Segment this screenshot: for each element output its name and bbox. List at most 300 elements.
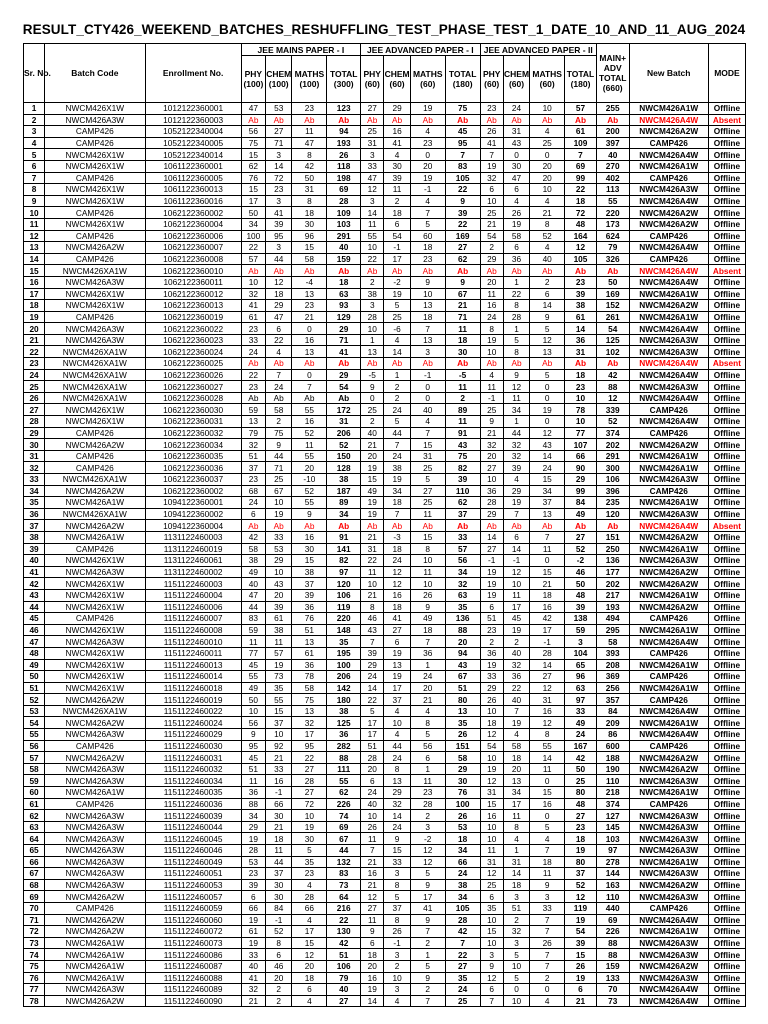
cell-adv1-phy: 10: [361, 578, 384, 590]
cell-adv1-phy: 28: [361, 752, 384, 764]
cell-sr-no: 8: [24, 184, 45, 196]
table-row: [24, 937, 746, 949]
cell-adv2-phy: 19: [480, 160, 503, 172]
cell-adv2-maths: 11: [530, 543, 565, 555]
cell-mode: Offline: [708, 833, 745, 845]
cell-mains-chem: 16: [266, 775, 292, 787]
cell-adv2-total: 138: [565, 613, 597, 625]
cell-adv1-total: 67: [445, 288, 480, 300]
cell-adv1-maths: 25: [410, 497, 445, 509]
cell-adv1-phy: 20: [361, 763, 384, 775]
cell-grand-total: 127: [596, 810, 629, 822]
cell-mains-phy: 50: [241, 694, 265, 706]
cell-batch-code: NWCM426A2W: [45, 694, 145, 706]
cell-mains-maths: 35: [292, 856, 327, 868]
table-row: [24, 833, 746, 845]
cell-adv1-phy: 51: [361, 740, 384, 752]
cell-batch-code: NWCM426A1W: [45, 960, 145, 972]
cell-mains-chem: 10: [266, 729, 292, 741]
cell-mains-phy: 34: [241, 810, 265, 822]
cell-mode: Offline: [708, 450, 745, 462]
cell-adv2-maths: 55: [530, 740, 565, 752]
cell-sr-no: 63: [24, 821, 45, 833]
cell-adv1-chem: 17: [384, 682, 410, 694]
cell-grand-total: 84: [596, 705, 629, 717]
cell-adv1-total: 29: [445, 763, 480, 775]
cell-adv1-phy: 39: [361, 647, 384, 659]
cell-mode: Offline: [708, 103, 745, 115]
cell-adv2-phy: 18: [480, 717, 503, 729]
header-adv2-total: TOTAL (180): [565, 56, 597, 103]
cell-adv1-chem: 1: [384, 369, 410, 381]
cell-mains-total: 73: [327, 879, 361, 891]
cell-new-batch: NWCM426A4W: [629, 323, 708, 335]
cell-sr-no: 68: [24, 879, 45, 891]
cell-adv2-maths: 0: [530, 381, 565, 393]
cell-batch-code: NWCM426XA1W: [45, 346, 145, 358]
cell-adv1-total: 18: [445, 833, 480, 845]
cell-adv1-maths: 7: [410, 995, 445, 1007]
cell-adv2-chem: 5: [503, 949, 529, 961]
cell-adv1-total: 22: [445, 184, 480, 196]
cell-adv1-phy: 43: [361, 624, 384, 636]
cell-mains-phy: 23: [241, 323, 265, 335]
cell-batch-code: NWCM426A2W: [45, 914, 145, 926]
cell-adv2-total: 105: [565, 253, 597, 265]
cell-adv2-phy: 11: [480, 288, 503, 300]
cell-new-batch: NWCM426A1W: [629, 682, 708, 694]
cell-mains-chem: 55: [266, 694, 292, 706]
cell-mains-chem: 92: [266, 740, 292, 752]
cell-mains-chem: 9: [266, 439, 292, 451]
cell-adv2-total: 25: [565, 775, 597, 787]
cell-adv2-total: 15: [565, 949, 597, 961]
cell-adv1-maths: 11: [410, 566, 445, 578]
cell-adv2-maths: 11: [530, 868, 565, 880]
cell-mains-phy: 55: [241, 671, 265, 683]
cell-mains-maths: 8: [292, 149, 327, 161]
cell-mains-total: 106: [327, 960, 361, 972]
cell-adv2-total: 24: [565, 729, 597, 741]
cell-sr-no: 27: [24, 404, 45, 416]
cell-adv1-chem: 10: [384, 717, 410, 729]
cell-new-batch: NWCM426A2W: [629, 879, 708, 891]
cell-adv1-phy: 10: [361, 323, 384, 335]
cell-new-batch: NWCM426A2W: [629, 752, 708, 764]
cell-batch-code: CAMP426: [45, 230, 145, 242]
cell-adv2-total: 90: [565, 462, 597, 474]
cell-adv1-maths: 1: [410, 949, 445, 961]
cell-adv2-total: 39: [565, 601, 597, 613]
cell-batch-code: NWCM426X1W: [45, 416, 145, 428]
cell-sr-no: 39: [24, 543, 45, 555]
table-row: [24, 821, 746, 833]
cell-mains-maths: 27: [292, 763, 327, 775]
cell-adv2-chem: 6: [503, 242, 529, 254]
cell-adv1-chem: -1: [384, 242, 410, 254]
cell-adv2-total: 18: [565, 833, 597, 845]
cell-adv2-chem: 43: [503, 137, 529, 149]
cell-mains-maths: 17: [292, 729, 327, 741]
cell-mains-phy: 22: [241, 369, 265, 381]
cell-adv1-maths: 6: [410, 752, 445, 764]
cell-mode: Offline: [708, 960, 745, 972]
cell-new-batch: NWCM426A4W: [629, 416, 708, 428]
cell-grand-total: 209: [596, 717, 629, 729]
cell-batch-code: CAMP426: [45, 253, 145, 265]
cell-adv1-phy: 11: [361, 566, 384, 578]
cell-adv1-chem: 32: [384, 798, 410, 810]
cell-grand-total: 97: [596, 845, 629, 857]
cell-batch-code: NWCM426XA1W: [45, 392, 145, 404]
cell-adv1-phy: 19: [361, 984, 384, 996]
cell-adv2-total: 80: [565, 856, 597, 868]
cell-mode: Offline: [708, 775, 745, 787]
cell-enrollment-no: 1151122460057: [145, 891, 241, 903]
cell-new-batch: NWCM426A3W: [629, 845, 708, 857]
cell-new-batch: CAMP426: [629, 613, 708, 625]
header-adv1-chem: CHEM (60): [384, 56, 410, 103]
cell-new-batch: NWCM426A4W: [629, 149, 708, 161]
cell-grand-total: Ab: [596, 520, 629, 532]
cell-adv2-maths: 28: [530, 647, 565, 659]
cell-adv2-phy: 19: [480, 659, 503, 671]
cell-mains-maths: 10: [292, 810, 327, 822]
cell-mains-maths: 30: [292, 218, 327, 230]
cell-mains-chem: 23: [266, 184, 292, 196]
cell-mains-maths: 4: [292, 914, 327, 926]
cell-grand-total: 369: [596, 671, 629, 683]
cell-mains-chem: Ab: [266, 114, 292, 126]
cell-new-batch: NWCM426A3W: [629, 891, 708, 903]
cell-adv1-phy: 31: [361, 543, 384, 555]
cell-adv2-chem: 1: [503, 845, 529, 857]
cell-adv2-chem: 36: [503, 253, 529, 265]
cell-adv2-maths: 40: [530, 253, 565, 265]
cell-mains-maths: 50: [292, 172, 327, 184]
cell-new-batch: CAMP426: [629, 253, 708, 265]
cell-adv2-chem: 4: [503, 474, 529, 486]
header-sr: Sr. No.: [24, 44, 45, 103]
cell-sr-no: 24: [24, 369, 45, 381]
cell-new-batch: NWCM426A1W: [629, 497, 708, 509]
cell-adv1-chem: 18: [384, 497, 410, 509]
cell-batch-code: NWCM426A2W: [45, 717, 145, 729]
cell-new-batch: NWCM426A4W: [629, 276, 708, 288]
cell-adv2-total: 164: [565, 230, 597, 242]
table-row: [24, 914, 746, 926]
cell-adv1-chem: 19: [384, 647, 410, 659]
cell-mains-phy: 19: [241, 833, 265, 845]
cell-mains-total: 74: [327, 810, 361, 822]
cell-adv2-phy: 32: [480, 172, 503, 184]
cell-adv1-chem: 8: [384, 914, 410, 926]
cell-grand-total: 218: [596, 787, 629, 799]
table-row: [24, 346, 746, 358]
cell-new-batch: NWCM426A1W: [629, 717, 708, 729]
cell-batch-code: NWCM426A3W: [45, 276, 145, 288]
cell-adv2-total: 48: [565, 589, 597, 601]
cell-mains-total: 69: [327, 821, 361, 833]
cell-mains-total: 54: [327, 381, 361, 393]
cell-adv1-chem: 24: [384, 404, 410, 416]
cell-mode: Offline: [708, 740, 745, 752]
cell-adv1-chem: 7: [384, 439, 410, 451]
cell-new-batch: NWCM426A1W: [629, 787, 708, 799]
page-title: RESULT_CTY426_WEEKEND_BATCHES_RESHUFFLING_TEST_PHASE_TEST_1_DATE_10_AND_11_AUG_2024: [22, 22, 746, 37]
cell-new-batch: CAMP426: [629, 902, 708, 914]
cell-adv1-phy: 9: [361, 381, 384, 393]
cell-adv2-phy: 54: [480, 740, 503, 752]
cell-adv1-total: 105: [445, 902, 480, 914]
cell-grand-total: Ab: [596, 358, 629, 370]
cell-adv1-chem: 26: [384, 926, 410, 938]
cell-mains-chem: 18: [266, 288, 292, 300]
cell-sr-no: 62: [24, 810, 45, 822]
cell-grand-total: 374: [596, 427, 629, 439]
cell-adv2-chem: 40: [503, 694, 529, 706]
cell-adv1-chem: 24: [384, 821, 410, 833]
cell-adv2-phy: 2: [480, 242, 503, 254]
cell-sr-no: 22: [24, 346, 45, 358]
cell-adv1-total: 38: [445, 879, 480, 891]
cell-batch-code: NWCM426A1W: [45, 787, 145, 799]
cell-mains-chem: 33: [266, 531, 292, 543]
cell-grand-total: 79: [596, 242, 629, 254]
cell-adv2-phy: 10: [480, 821, 503, 833]
cell-adv2-chem: 31: [503, 126, 529, 138]
cell-new-batch: NWCM426A4W: [629, 636, 708, 648]
cell-adv1-phy: 22: [361, 253, 384, 265]
cell-sr-no: 67: [24, 868, 45, 880]
cell-adv1-total: 28: [445, 914, 480, 926]
cell-adv1-total: 89: [445, 404, 480, 416]
cell-mains-chem: 44: [266, 856, 292, 868]
cell-mains-phy: 53: [241, 856, 265, 868]
cell-mains-chem: 52: [266, 926, 292, 938]
cell-adv1-phy: 16: [361, 868, 384, 880]
cell-mains-total: 22: [327, 914, 361, 926]
cell-sr-no: 42: [24, 578, 45, 590]
cell-mains-phy: 44: [241, 601, 265, 613]
cell-enrollment-no: 1151122460029: [145, 729, 241, 741]
cell-mode: Offline: [708, 346, 745, 358]
cell-mains-maths: 55: [292, 450, 327, 462]
cell-mains-total: 118: [327, 160, 361, 172]
cell-adv1-maths: 9: [410, 879, 445, 891]
cell-adv2-chem: 47: [503, 172, 529, 184]
cell-grand-total: 52: [596, 416, 629, 428]
cell-batch-code: NWCM426X1W: [45, 671, 145, 683]
cell-adv1-maths: 0: [410, 149, 445, 161]
cell-adv2-total: 18: [565, 369, 597, 381]
cell-mains-total: 123: [327, 103, 361, 115]
cell-grand-total: 88: [596, 381, 629, 393]
cell-adv1-total: 35: [445, 601, 480, 613]
cell-mains-phy: 32: [241, 984, 265, 996]
cell-mains-maths: Ab: [292, 520, 327, 532]
table-row: [24, 845, 746, 857]
cell-sr-no: 13: [24, 242, 45, 254]
cell-adv1-phy: 22: [361, 555, 384, 567]
cell-mains-total: Ab: [327, 358, 361, 370]
cell-new-batch: NWCM426A1W: [629, 103, 708, 115]
cell-mode: Offline: [708, 845, 745, 857]
cell-mains-chem: 61: [266, 613, 292, 625]
cell-mains-maths: 38: [292, 566, 327, 578]
cell-adv1-chem: 33: [384, 856, 410, 868]
cell-adv2-phy: 10: [480, 914, 503, 926]
cell-mains-phy: 29: [241, 821, 265, 833]
cell-adv2-chem: 34: [503, 787, 529, 799]
cell-enrollment-no: 1151122460022: [145, 705, 241, 717]
cell-adv2-maths: 4: [530, 995, 565, 1007]
cell-adv1-phy: 11: [361, 914, 384, 926]
cell-adv2-total: 48: [565, 218, 597, 230]
table-row: [24, 416, 746, 428]
cell-mains-phy: 68: [241, 485, 265, 497]
cell-new-batch: NWCM426A3W: [629, 821, 708, 833]
cell-batch-code: NWCM426A3W: [45, 636, 145, 648]
cell-grand-total: 295: [596, 624, 629, 636]
cell-mains-total: 29: [327, 323, 361, 335]
table-row: [24, 126, 746, 138]
cell-batch-code: CAMP426: [45, 740, 145, 752]
cell-mains-total: 18: [327, 276, 361, 288]
cell-adv1-total: 35: [445, 717, 480, 729]
cell-grand-total: 69: [596, 914, 629, 926]
cell-sr-no: 12: [24, 230, 45, 242]
cell-mode: Offline: [708, 566, 745, 578]
cell-mains-maths: 18: [292, 972, 327, 984]
cell-mains-maths: 66: [292, 902, 327, 914]
cell-batch-code: NWCM426X1W: [45, 624, 145, 636]
cell-mode: Offline: [708, 288, 745, 300]
cell-new-batch: CAMP426: [629, 647, 708, 659]
table-row: [24, 682, 746, 694]
cell-adv1-phy: 12: [361, 891, 384, 903]
cell-adv1-phy: 25: [361, 126, 384, 138]
cell-mains-maths: 47: [292, 137, 327, 149]
cell-adv1-total: 62: [445, 253, 480, 265]
cell-adv1-total: -5: [445, 369, 480, 381]
cell-adv1-chem: -2: [384, 276, 410, 288]
cell-adv1-total: 57: [445, 543, 480, 555]
cell-adv1-chem: Ab: [384, 265, 410, 277]
cell-enrollment-no: 1062122360035: [145, 450, 241, 462]
cell-adv2-total: Ab: [565, 265, 597, 277]
cell-adv2-chem: 5: [503, 334, 529, 346]
cell-adv2-chem: 31: [503, 856, 529, 868]
cell-adv1-total: Ab: [445, 265, 480, 277]
cell-new-batch: CAMP426: [629, 740, 708, 752]
cell-enrollment-no: 1062122360026: [145, 369, 241, 381]
cell-adv2-chem: 32: [503, 450, 529, 462]
cell-adv2-total: 42: [565, 752, 597, 764]
cell-mains-total: 148: [327, 624, 361, 636]
cell-adv1-phy: 14: [361, 995, 384, 1007]
cell-adv1-maths: 25: [410, 462, 445, 474]
cell-adv1-chem: 8: [384, 879, 410, 891]
cell-new-batch: NWCM426A3W: [629, 381, 708, 393]
cell-sr-no: 33: [24, 474, 45, 486]
cell-adv1-maths: 5: [410, 218, 445, 230]
cell-adv1-phy: 17: [361, 729, 384, 741]
cell-sr-no: 74: [24, 949, 45, 961]
cell-adv1-maths: 7: [410, 926, 445, 938]
cell-adv1-chem: Ab: [384, 358, 410, 370]
table-row: [24, 984, 746, 996]
cell-mains-phy: 51: [241, 450, 265, 462]
cell-adv1-total: 37: [445, 508, 480, 520]
cell-new-batch: NWCM426A2W: [629, 566, 708, 578]
cell-mode: Offline: [708, 543, 745, 555]
cell-grand-total: 200: [596, 126, 629, 138]
cell-mains-chem: 29: [266, 300, 292, 312]
cell-mains-phy: 9: [241, 729, 265, 741]
cell-adv2-total: 167: [565, 740, 597, 752]
cell-adv2-chem: 18: [503, 879, 529, 891]
cell-new-batch: NWCM426A2W: [629, 578, 708, 590]
cell-adv2-total: 99: [565, 172, 597, 184]
cell-adv1-maths: 23: [410, 253, 445, 265]
cell-adv1-phy: 12: [361, 184, 384, 196]
cell-adv2-chem: 10: [503, 960, 529, 972]
cell-new-batch: CAMP426: [629, 671, 708, 683]
cell-adv2-chem: 34: [503, 404, 529, 416]
cell-grand-total: 261: [596, 311, 629, 323]
cell-adv1-total: 26: [445, 729, 480, 741]
cell-grand-total: 173: [596, 218, 629, 230]
cell-mains-phy: 77: [241, 647, 265, 659]
cell-adv2-chem: 30: [503, 160, 529, 172]
cell-mains-phy: 61: [241, 926, 265, 938]
cell-mains-phy: 10: [241, 276, 265, 288]
cell-mains-maths: 31: [292, 184, 327, 196]
cell-mode: Offline: [708, 868, 745, 880]
cell-mains-chem: 95: [266, 230, 292, 242]
cell-batch-code: NWCM426A3W: [45, 984, 145, 996]
cell-adv2-phy: 23: [480, 103, 503, 115]
table-row: [24, 439, 746, 451]
cell-adv1-chem: 19: [384, 474, 410, 486]
cell-new-batch: NWCM426A4W: [629, 995, 708, 1007]
cell-mains-maths: 23: [292, 868, 327, 880]
cell-adv1-maths: 10: [410, 288, 445, 300]
cell-mains-total: 71: [327, 334, 361, 346]
cell-sr-no: 70: [24, 902, 45, 914]
cell-adv1-total: 95: [445, 137, 480, 149]
cell-mode: Offline: [708, 311, 745, 323]
cell-adv2-total: 27: [565, 531, 597, 543]
cell-adv2-maths: 14: [530, 450, 565, 462]
cell-sr-no: 16: [24, 276, 45, 288]
table-row: [24, 995, 746, 1007]
cell-adv1-maths: 31: [410, 450, 445, 462]
cell-adv2-phy: Ab: [480, 114, 503, 126]
cell-mains-phy: 21: [241, 995, 265, 1007]
cell-sr-no: 56: [24, 740, 45, 752]
table-row: [24, 508, 746, 520]
cell-mains-maths: 0: [292, 369, 327, 381]
cell-adv2-phy: 12: [480, 868, 503, 880]
cell-adv1-total: 9: [445, 195, 480, 207]
cell-batch-code: CAMP426: [45, 613, 145, 625]
cell-adv1-maths: 15: [410, 531, 445, 543]
cell-mains-maths: 52: [292, 427, 327, 439]
cell-mains-total: 180: [327, 694, 361, 706]
cell-adv1-phy: Ab: [361, 114, 384, 126]
